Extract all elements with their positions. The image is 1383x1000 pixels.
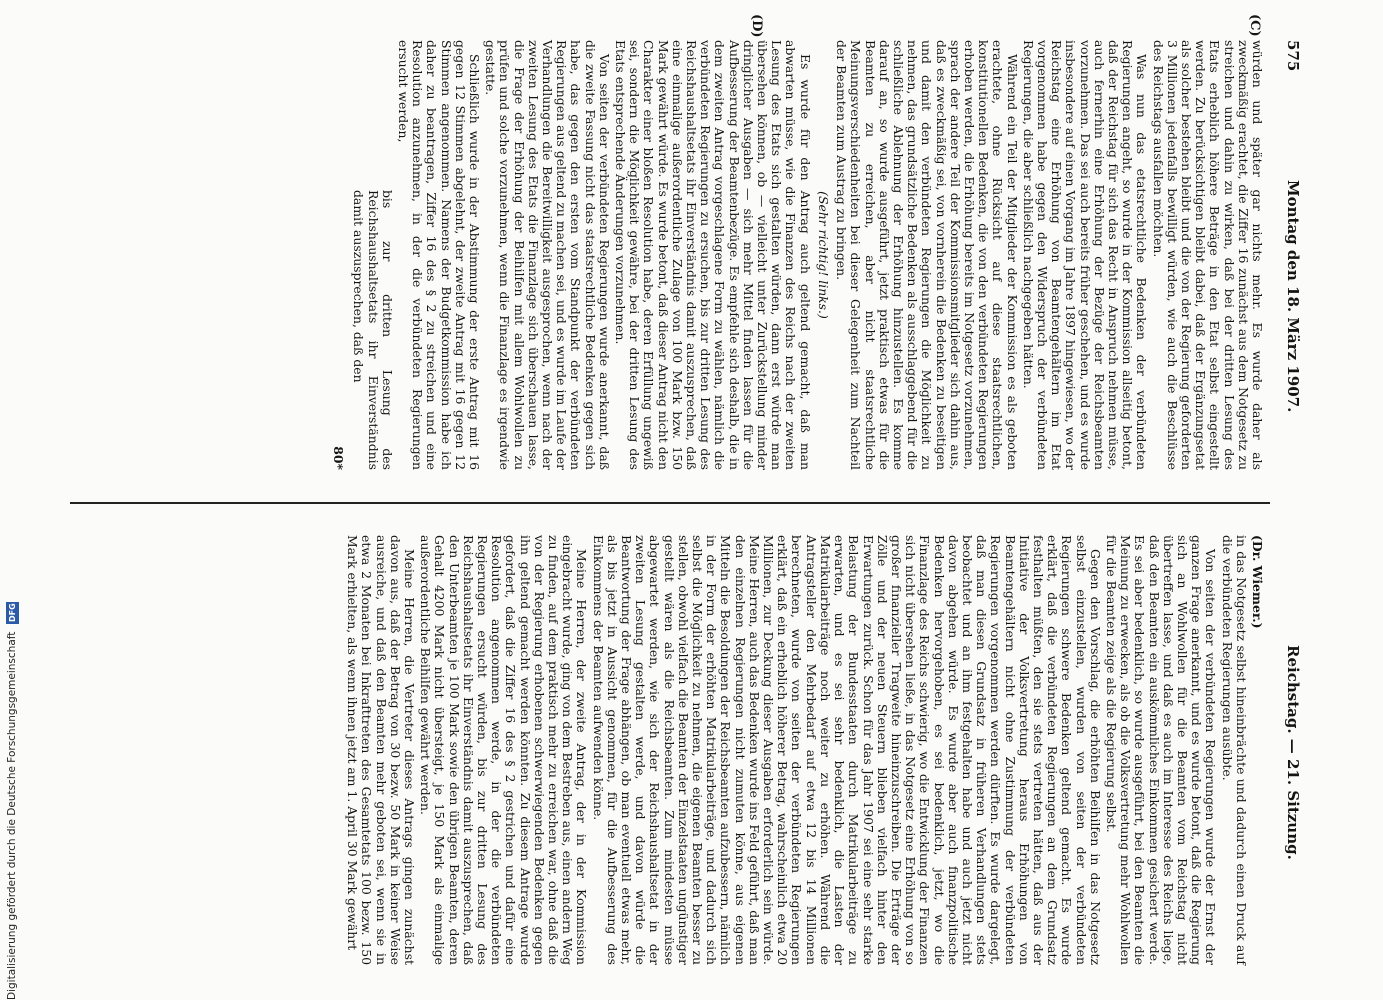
paragraph: Gegen den Vorschlag, die erhöhten Beihilfen in das Notgesetz selbst einzustellen, wurden von seiten der verbündeten Regierungen schwere Bedenken geltend gemacht. Es wurde erklärt, daß die verbündeten Regierungen an dem Grundsatz festhalten müßten, den sie stets vertreten hätten, daß aus der Initiative der Volksvertretung heraus Erhöhungen von Beamtengehältern nicht ohne Zustimmung der verbündeten Regierungen vorgenommen werden dürften. Es wurde dargelegt, daß man diesen Grundsatz in früheren Verhandlungen stets beobachtet und an ihm festgehalten habe und auch jetzt nicht davon abgehen würde. Es wurde aber auch finanzpolitische Bedenken hervorgehoben, es sei bedenklich, jetzt, wo die Finanzlage des Reichs schwierig, wo die Entwicklung der Finanzen sich nicht übersehen ließe, in das Notgesetz eine Erhöhung von so großer finanzieller Tragweite hineinzuschreiben. Die Erträge der Zölle und der neuen Steuern blieben vielfach hinter den Erwartungen zurück. Schon für das Jahr 1907 sei eine sehr starke Belastung der Bundesstaaten durch Matrikularbeiträge zu erwarten, und es sei sehr bedenklich, die Lasten der Matrikularbeiträge noch weiter zu erhöhen. Während die Antragsteller den Mehrbedarf auf etwa 12 bis 14 Millionen berechneten, wurde von seiten der verbündeten Regierungen erklärt, daß ein erheblich höherer Betrag, wahrscheinlich etwa 20 Millionen, zur Deckung dieser Ausgaben erforderlich sein würde. Meine Herren, auch das Bedenken wurde ins Feld geführt, daß man den einzelnen Regierungen nicht zumuten könne, aus eigenen Mitteln die Besoldungen der Reichsbeamten aufzubessern, nämlich in der Form der erhöhten Matrikularbeiträge, und dadurch sich selbst die Möglichkeit zu nehmen, die eigenen Beamten besser zu stellen, obwohl vielfach die Beamten der Einzelstaaten ungünstiger gestellt wären als die Reichsbeamten. Zum mindesten müsse abgewartet werden, wie sich der Reichshaushaltsetat in der zweiten Lesung gestalten werde, und davon würde die Beantwortung der Frage abhängen, ob man eventuell etwas mehr, als bis jetzt in Aussicht genommen, für die Aufbesserung des Einkommens der Beamten aufwenden könne. (590, 535, 1103, 965)
running-header (1274, 40, 1310, 960)
margin-mark-d: (D) (749, 14, 764, 38)
column-divider (70, 502, 1270, 504)
paragraph: Während ein Teil der Mitglieder der Kommission es als geboten erachtete, ohne Rücksicht auf diese staatsrechtlichen, konstitutionellen Bedenken, die von den verbündeten Regierungen erhoben werden, die Erhöhung bereits im Notgesetz vorzunehmen, sprach der andere Teil der Kommissionsmitglieder sich dahin aus, daß es zweckmäßig sei, von vornherein die Bedenken zu beseitigen und damit den verbündeten Regierungen die Möglichkeit zu nehmen, das grundsätzliche Bedenken als ausschlaggebend für die schließliche Ablehnung der Erhöhung hinzustellen. Es komme darauf an, so wurde ausgeführt, jetzt praktisch etwas für die Beamten zu erreichen, aber nicht staatsrechtliche Meinungsverschiedenheiten bei dieser Gelegenheit zum Nachteil der Beamten zum Austrag zu bringen. (834, 40, 1020, 470)
paragraph: Meine Herren, die Vertreter dieses Antrags gingen zunächst davon aus, daß der Betrag von 30 bezw. 50 Mark in keiner Weise ausreiche, und daß den Beamten mehr geboten sei, wenn sie in etwa 2 Monaten bei Inkrafttreten des Gesamtetats 100 bezw. 150 Mark erhielten, als wenn ihnen jetzt am 1. April 30 Mark gewährt (345, 535, 418, 965)
digitization-credit (1, 0, 23, 1000)
paragraph: würden und später gar nichts mehr. Es wurde daher als zweckmäßig erachtet, die Ziffer 16 zunächst aus dem Notgesetz zu streichen und dahin zu wirken, daß bei der dritten Lesung des Etats erheblich höhere Beträge in den Etat selbst eingestellt werden. Zu berücksichtigen bleibt dabei, daß der Ergänzungsetat als solcher bestehen bleibt und die von der Regierung geforderten 3 Millionen jedenfalls bewilligt würden, wie auch die Beschlüsse des Reichstags ausfallen möchten. (1150, 40, 1265, 470)
paragraph: Von seiten der verbündeten Regierungen wurde der Ernst der ganzen Frage anerkannt, und es wurde betont, daß die Regierung sich an Wohlwollen für die Beamten vom Reichstag nicht übertreffen lasse, und daß es auch im Interesse des Reichs liege, daß den Beamten ein auskömmliches Einkommen gesichert werde. Es sei aber bedenklich, so wurde ausgeführt, bei den Beamten die Meinung zu erwecken, als ob die Volksvertretung mehr Wohlwollen für die Beamten zeige als die Regierung selbst. (1103, 535, 1219, 965)
column-first (329, 40, 1264, 470)
paragraph: Meine Herren, der zweite Antrag, der in der Kommission eingebracht wurde, ging von dem Bestreben aus, einen andern Weg zu finden, auf dem praktisch mehr zu erreichen war, ohne daß die von der Regierung erhobenen schwerwiegenden Bedenken gegen ihn geltend gemacht werden könnten. Zu diesem Antrage wurde gefordert, daß die Ziffer 16 des § 2 gestrichen und dafür eine Resolution angenommen werde, in der die verbündeten Regierungen ersucht würden, bis zur dritten Lesung des Reichshaushaltsetats ihr Einverständnis damit auszusprechen, daß den Unterbeamten je 100 Mark sowie den übrigen Beamten, deren Gehalt 4200 Mark nicht übersteigt, je 150 Mark als einmalige außerordentliche Beihilfen gewährt werden. (418, 535, 590, 965)
column-second (343, 535, 1264, 965)
paragraph: Schließlich wurde in der Abstimmung der erste Antrag mit 16 gegen 12 Stimmen abgelehnt, der zweite Antrag mit 16 gegen 12 Stimmen angenommen. Namens der Budgetkommission habe ich daher zu beantragen, Ziffer 16 des § 2 zu streichen und eine Resolution anzunehmen, in der die verbündeten Regierungen ersucht werden, (396, 40, 483, 470)
margin-mark-c: (C) (1247, 14, 1262, 37)
resolution-text: bis zur dritten Lesung des Reichshaushaltsetats ihr Einverständnis damit auszusprechen, daß den (351, 190, 395, 470)
paragraph: Von seiten der verbündeten Regierungen wurde anerkannt, daß die zweite Fassung nicht das staatsrechtliche Bedenken gegen sich habe, das gegen den ersten vom Standpunkt der verbündeten Regierungen aus geltend zu machen sei, und es wurde im Laufe der Verhandlungen die Bereitwilligkeit ausgesprochen, wenn nach der zweiten Lesung des Etats die Finanzlage sich überschauen lasse, die Frage der Erhöhung der Beihilfen mit allem Wohlwollen zu prüfen und solche vorzunehmen, wenn die Finanzlage es irgendwie gestatte. (483, 40, 612, 470)
text-columns (24, 14, 1265, 965)
speaker-label: (Dr. Wiemer.) (1250, 535, 1265, 629)
header-date: Montag den 18. März 1907. (1284, 180, 1302, 413)
header-session: Reichstag. — 21. Sitzung. (1284, 645, 1302, 860)
paragraph: Was nun das etatsrechtliche Bedenken der verbündeten Regierungen angeht, so wurde in der Kommission allseitig betont, daß der Reichstag für sich das Recht in Anspruch nehmen müsse, auch fernerhin eine Erhöhung der Bezüge der Reichsbeamten vorzunehmen. Das sei auch bereits früher geschehen, und es wurde insbesondere auf einen Vorgang im Jahre 1897 hingewiesen, wo der Reichstag eine Erhöhung von Beamtengehältern im Etat vorgenommen habe gegen den Widerspruch der verbündeten Regierungen, die aber schließlich nachgegeben hätten. (1020, 40, 1150, 470)
interjection: (Sehr richtig! links.) (815, 191, 831, 319)
paragraph: in das Notgesetz selbst hineinbrächte und dadurch einen Druck auf die verbündeten Regierungen ausübte. (1219, 535, 1249, 965)
page-number: 575 (1284, 40, 1302, 72)
signature-mark: 80* (331, 446, 347, 470)
dfg-logo-icon: DFG (7, 603, 17, 622)
credit-text: Digitalisierung gefördert durch die Deutsche Forschungsgemeinschaft (6, 631, 18, 1000)
paragraph: Es wurde für den Antrag auch geltend gemacht, daß man abwarten müsse, wie die Finanzen des Reichs nach der zweiten Lesung des Etats sich gestalten würden, dann erst würde man übersehen können, ob — vielleicht unter Zurückstellung minder dringlicher Ausgaben — sich mehr Mittel finden lassen für die Aufbesserung der Beamtenbezüge. Es empfehle sich deshalb, die in dem zweiten Antrag vorgeschlagene Form zu wählen, nämlich die verbündeten Regierungen zu ersuchen, bis zur dritten Lesung des Reichshaushaltsetats ihr Einverständnis damit auszusprechen, daß eine einmalige außerordentliche Zulage von 100 Mark bzw. 150 Mark gewährt würde. Es wurde betont, daß dieser Antrag nicht den Charakter einer bloßen Resolution habe, deren Erfüllung ungewiß sei, sondern die Möglichkeit gewähre, bei der dritten Lesung des Etats entsprechende Änderungen vorzunehmen. (613, 40, 813, 470)
